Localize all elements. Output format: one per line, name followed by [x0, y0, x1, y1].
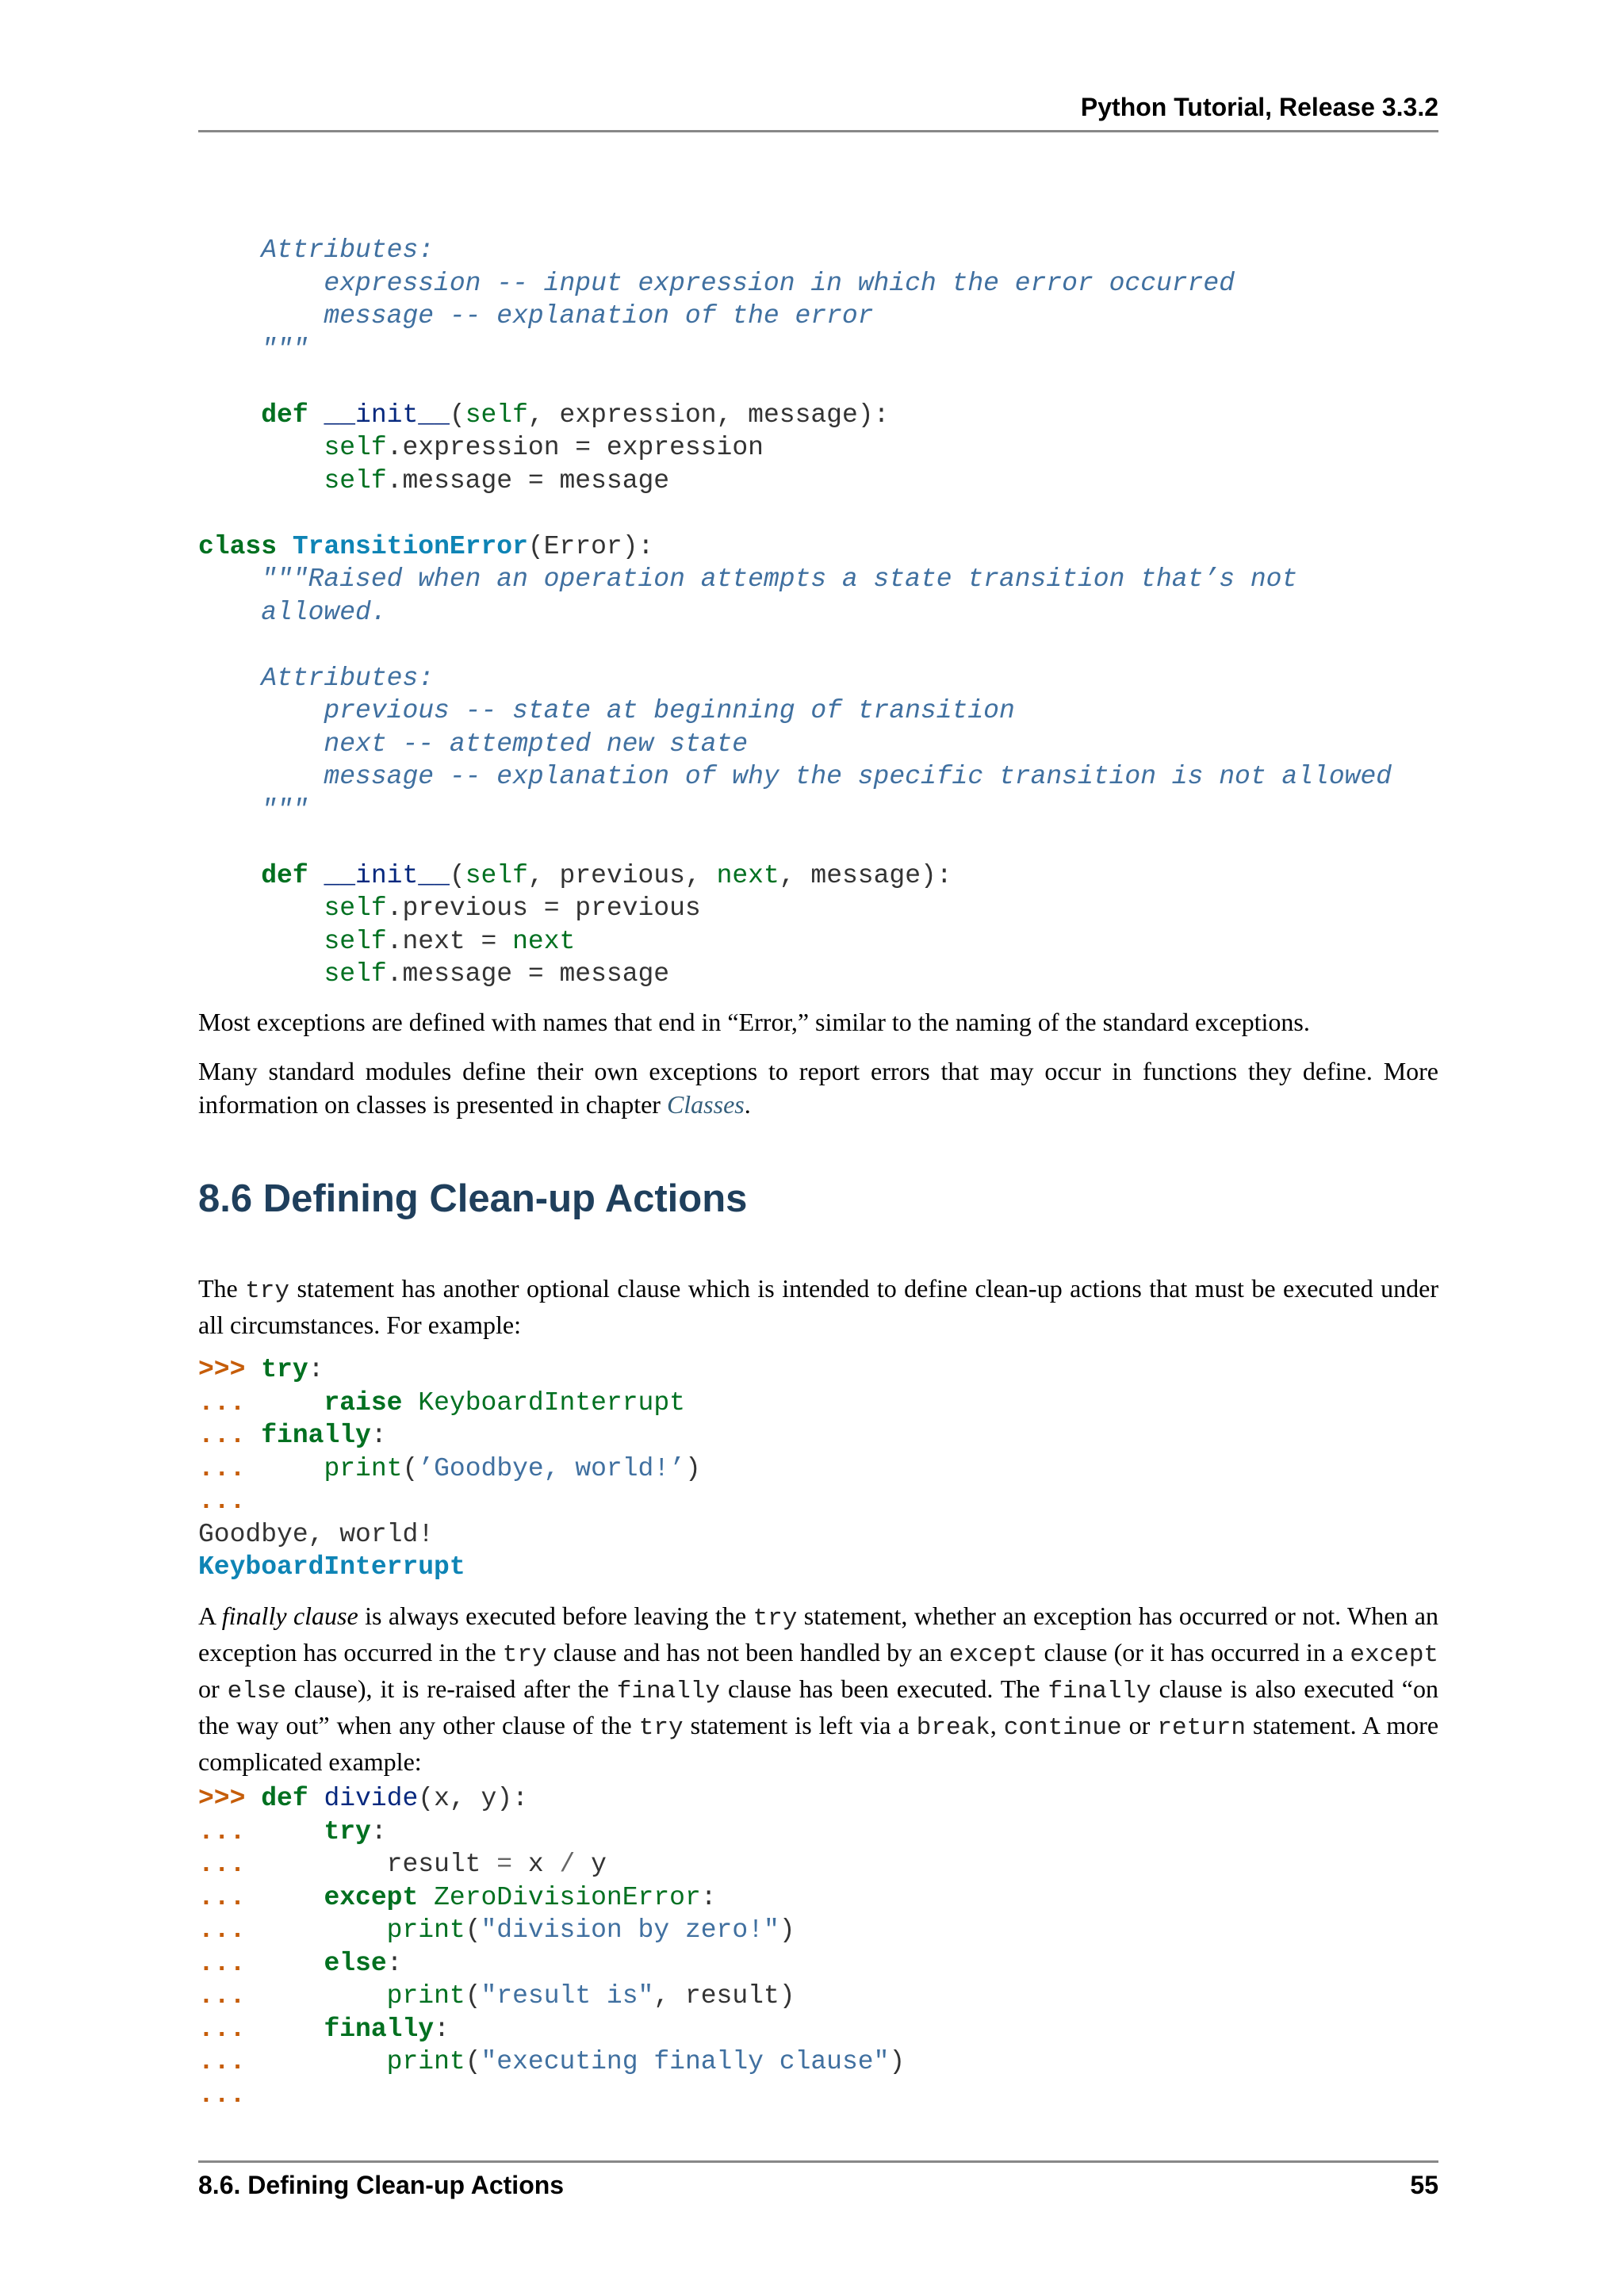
- code-line: ... print("result is", result): [198, 1981, 795, 2011]
- section-heading: 8.6 Defining Clean-up Actions: [198, 1177, 748, 1220]
- code-line: >>> def divide(x, y):: [198, 1784, 528, 1813]
- code-line: ... print("executing finally clause"): [198, 2047, 906, 2076]
- footer-section-title: 8.6. Defining Clean-up Actions: [198, 2171, 565, 2199]
- paragraph-finally-clause: A finally clause is always executed before leaving the try statement, whether an exception has occurred or not. When an exception has occurred in the try clause and has not been handled by an except clause (or it has occurred in a except or else clause), it is re-raised after the finally clause has been executed. The finally clause is also executed “on the way out” when any other clause of the try statement is left via a break, continue or return statement. A more complicated example:: [198, 1601, 1439, 1776]
- code-line: self.message = message: [324, 959, 670, 989]
- code-line: def __init__(self, expression, message):: [261, 400, 890, 430]
- code-line: Attributes:: [198, 663, 435, 693]
- code-line: previous -- state at beginning of transition: [198, 696, 1015, 725]
- code-block-try-finally: [198, 1353, 701, 1584]
- code-line: expression -- input expression in which the error occurred: [198, 268, 1235, 298]
- page-number: 55: [1410, 2171, 1438, 2199]
- code-line: self.message = message: [324, 465, 670, 496]
- code-line: allowed.: [198, 597, 387, 627]
- code-line: ... except ZeroDivisionError:: [198, 1882, 717, 1912]
- code-line: ... finally:: [198, 1421, 387, 1450]
- code-output-exception: KeyboardInterrupt: [198, 1552, 465, 1582]
- page-footer: [198, 2160, 1438, 2202]
- code-line: next -- attempted new state: [198, 729, 749, 759]
- code-line-blank: [198, 826, 1392, 859]
- code-line: """Raised when an operation attempts a state transition that’s not: [198, 564, 1298, 594]
- code-line: message -- explanation of why the specific transition is not allowed: [198, 762, 1392, 791]
- code-line: self.next = next: [324, 926, 576, 956]
- paragraph-exception-naming: Most exceptions are defined with names that end in “Error,” similar to the naming of the standard exceptions.: [198, 1008, 1310, 1036]
- code-block-exceptions: [198, 234, 1392, 991]
- code-line: self.expression = expression: [324, 433, 764, 462]
- code-line: self.previous = previous: [324, 894, 701, 923]
- code-line-blank: [198, 365, 1392, 399]
- code-line: """: [198, 794, 308, 825]
- code-line: ... result = x / y: [198, 1850, 607, 1879]
- code-line: """: [198, 334, 308, 364]
- page-header: [198, 90, 1438, 132]
- code-line: >>> try:: [198, 1355, 324, 1384]
- code-line: ...: [198, 1487, 246, 1516]
- paragraph-try-statement: The try statement has another optional clause which is intended to define clean-up actions that must be executed under all circumstances. For example:: [198, 1274, 1439, 1339]
- paragraph-standard-modules: Many standard modules define their own exceptions to report errors that may occur in functions they define. More information on classes is presented in chapter Classes.: [198, 1057, 1438, 1119]
- code-line-blank: [198, 497, 1392, 530]
- code-line: def __init__(self, previous, next, message):: [261, 860, 952, 890]
- code-line: ... else:: [198, 1948, 403, 1978]
- code-block-divide: [198, 1782, 905, 2111]
- code-line: ... try:: [198, 1816, 387, 1846]
- code-line: class TransitionError(Error):: [198, 531, 654, 561]
- classes-link[interactable]: Classes: [666, 1090, 745, 1119]
- code-line-blank: [198, 629, 1392, 662]
- code-line: Attributes:: [198, 235, 435, 265]
- code-line: ... finally:: [198, 2014, 450, 2044]
- code-line: ...: [198, 2080, 246, 2110]
- code-line: ... raise KeyboardInterrupt: [198, 1387, 685, 1418]
- code-line: ... print("division by zero!"): [198, 1915, 795, 1945]
- code-line: message -- explanation of the error: [198, 301, 874, 331]
- running-header-title: Python Tutorial, Release 3.3.2: [1080, 93, 1438, 121]
- code-output: Goodbye, world!: [198, 1519, 435, 1549]
- code-line: ... print(’Goodbye, world!’): [198, 1453, 701, 1483]
